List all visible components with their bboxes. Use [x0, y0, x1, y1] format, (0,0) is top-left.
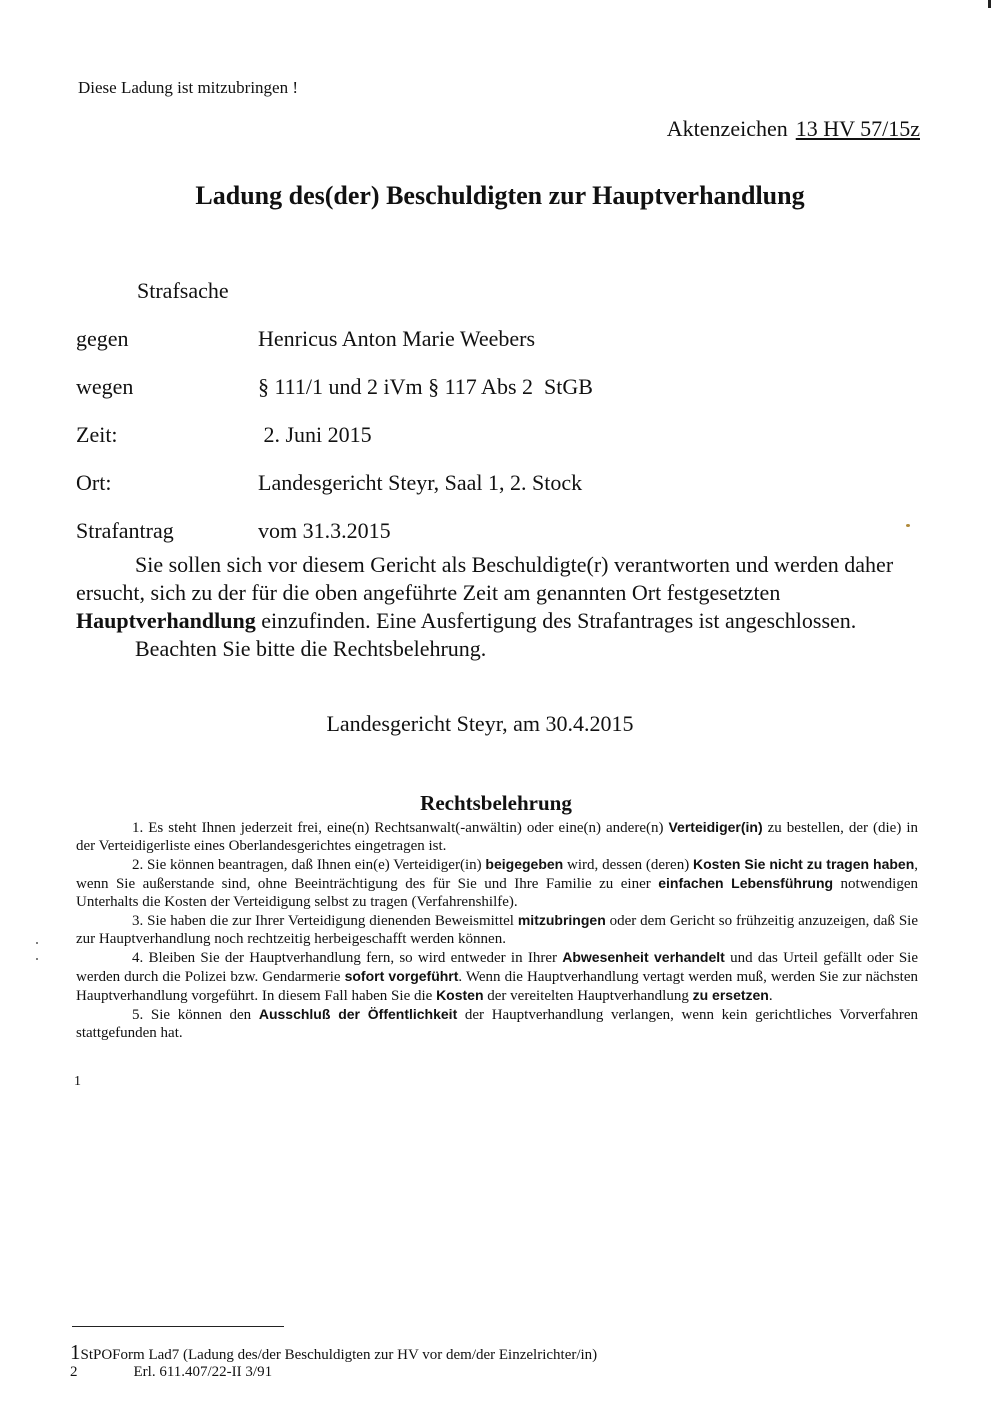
case-label-gegen: gegen [76, 326, 129, 351]
rechtsbelehrung-text: der vereitelten Hauptverhandlung [483, 988, 693, 1004]
case-label-zeit: Zeit: [76, 422, 118, 447]
rechtsbelehrung-text: . Wenn die Hauptverhandlung vertagt werden muß, werden Sie zur nächsten Hauptverhandlung vorgeführt. In diesem Fall haben Sie die [76, 969, 918, 1004]
rechtsbelehrung-text: oder dem Gericht so frühzeitig anzuzeigen, daß Sie zur Hauptverhandlung noch rechtzeitig herbeigeschafft werden können. [76, 913, 918, 947]
scan-speck [906, 524, 910, 527]
footnote-divider [72, 1326, 284, 1327]
rechtsbelehrung-item-1 [76, 818, 918, 855]
case-value-zeit: 2. Juni 2015 [258, 422, 372, 447]
footer-form-text: StPOForm Lad7 (Ladung des/der Beschuldigten zur HV vor dem/der Einzelrichter/in) [80, 1347, 598, 1363]
rechtsbelehrung-item-4 [76, 948, 918, 1005]
rechtsbelehrung-text: notwendigen Unterhalts die Kosten der Verteidigung selbst zu tragen (Verfahrenshilfe). [76, 876, 919, 910]
rechtsbelehrung-text: 3. Sie haben die zur Ihrer Verteidigung dienenden Beweismittel [132, 913, 518, 929]
rechtsbelehrung-bold-text: mitzubringen [517, 912, 606, 928]
rechtsbelehrung-bold-text: Verteidiger(in) [668, 819, 763, 835]
summons-paragraph [76, 551, 916, 663]
rechtsbelehrung-text: 5. Sie können den [132, 1007, 259, 1023]
footer-page-number: 2 [70, 1364, 78, 1380]
summons-bold-hauptverhandlung: Hauptverhandlung [76, 608, 256, 633]
strafsache-label: Strafsache [137, 278, 229, 303]
rechtsbelehrung-bold-text: Abwesenheit verhandelt [562, 949, 725, 965]
aktenzeichen [667, 116, 920, 142]
rechtsbelehrung-item-3 [76, 911, 918, 948]
document-title: Ladung des(der) Beschuldigten zur Hauptverhandlung [195, 181, 805, 210]
case-value-strafantrag: vom 31.3.2015 [258, 518, 391, 543]
scan-speck [36, 942, 38, 944]
rechtsbelehrung-title: Rechtsbelehrung [420, 791, 572, 815]
scan-edge-mark [988, 0, 991, 8]
rechtsbelehrung-bold-text: Ausschluß der Öffentlichkeit [258, 1006, 458, 1022]
rechtsbelehrung-bold-text: zu ersetzen [692, 987, 769, 1003]
summons-line-1: Sie sollen sich vor diesem Gericht als Beschuldigte(r) verantworten und werden daher ersucht, sich zu der für die oben angeführte Zeit am genannten Ort festgesetzten [76, 552, 894, 605]
rechtsbelehrung-text: und das Urteil gefällt oder Sie werden durch die Polizei bzw. Gendarmerie [76, 950, 918, 985]
scan-speck [36, 958, 38, 960]
aktenzeichen-value: 13 HV 57/15z [795, 116, 920, 141]
footnote-mark: 1 [74, 1074, 81, 1089]
place-date: Landesgericht Steyr, am 30.4.2015 [326, 711, 634, 736]
rechtsbelehrung-bold-text: Kosten Sie nicht zu tragen haben [693, 856, 915, 872]
rechtsbelehrung-item-5 [76, 1005, 918, 1042]
rechtsbelehrung-body [76, 818, 918, 1042]
case-value-ort: Landesgericht Steyr, Saal 1, 2. Stock [258, 470, 583, 495]
summons-line-2: einzufinden. Eine Ausfertigung des Strafantrages ist angeschlossen. [255, 608, 857, 633]
case-label-wegen: wegen [76, 374, 134, 399]
case-label-strafantrag: Strafantrag [76, 518, 174, 543]
rechtsbelehrung-bold-text: sofort vorgeführt [344, 968, 459, 984]
rechtsbelehrung-text: der Hauptverhandlung verlangen, wenn kein gerichtliches Vorverfahren stattgefunden hat. [76, 1007, 918, 1041]
rechtsbelehrung-item-2 [76, 855, 918, 911]
rechtsbelehrung-text: 4. Bleiben Sie der Hauptverhandlung fern, so wird entweder in Ihrer [132, 950, 563, 966]
rechtsbelehrung-bold-text: Kosten [436, 987, 484, 1003]
rechtsbelehrung-text: 1. Es steht Ihnen jederzeit frei, eine(n) Rechtsanwalt(-anwältin) oder eine(n) andere(n) [132, 820, 669, 836]
rechtsbelehrung-bold-text: beigegeben [485, 856, 564, 872]
summons-body [76, 551, 916, 635]
case-label-ort: Ort: [76, 470, 112, 495]
notice-text: Diese Ladung ist mitzubringen ! [78, 78, 299, 97]
rechtsbelehrung-text: , wenn Sie außerstande sind, ohne Beeinträchtigung des für Sie und Ihre Familie zu einer [76, 857, 918, 892]
footer-line-2 [70, 1364, 272, 1381]
aktenzeichen-label: Aktenzeichen [666, 116, 788, 141]
footer-footnote-number: 1 [70, 1340, 81, 1364]
rechtsbelehrung-text: zu bestellen, der (die) in der Verteidigerliste eines Oberlandesgerichtes eingetragen ist. [76, 820, 919, 854]
summons-line-3: Beachten Sie bitte die Rechtsbelehrung. [135, 636, 487, 661]
rechtsbelehrung-bold-text: einfachen Lebensführung [658, 875, 834, 891]
rechtsbelehrung-text: . [768, 988, 773, 1004]
case-value-gegen: Henricus Anton Marie Weebers [258, 326, 536, 351]
footer-erlass-text: Erl. 611.407/22-II 3/91 [133, 1364, 273, 1380]
case-value-wegen: § 111/1 und 2 iVm § 117 Abs 2 StGB [258, 374, 593, 399]
rechtsbelehrung-text: wird, dessen (deren) [563, 857, 694, 873]
footer-line-1 [70, 1340, 597, 1365]
rechtsbelehrung-text: 2. Sie können beantragen, daß Ihnen ein(e) Verteidiger(in) [132, 857, 486, 873]
